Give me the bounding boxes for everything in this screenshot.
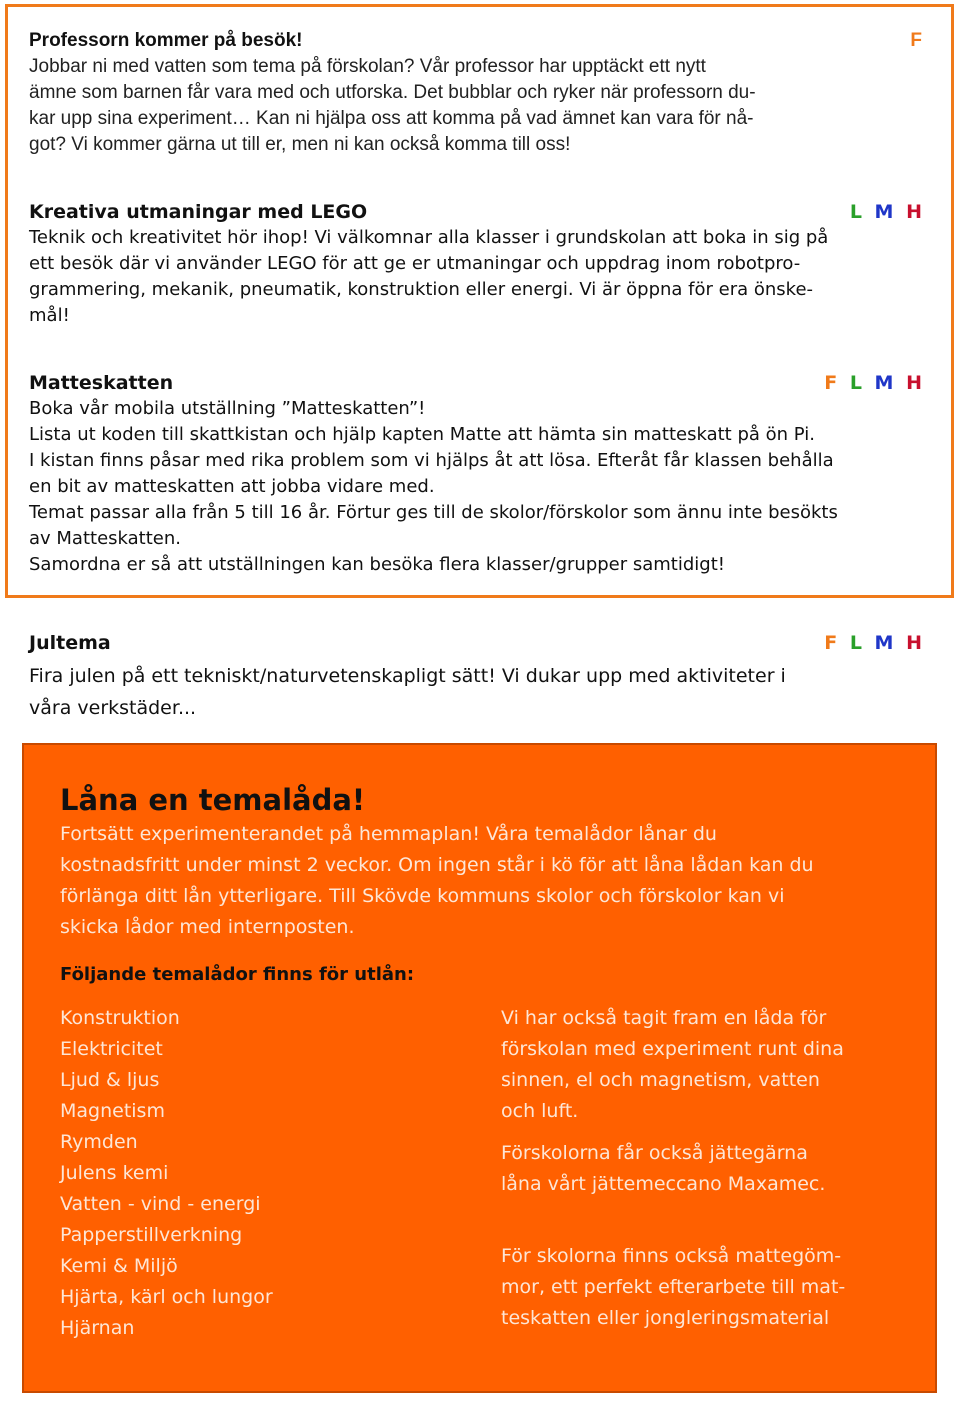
section-professorn bbox=[29, 30, 925, 158]
side-note-schools bbox=[501, 1241, 901, 1334]
level-m: M bbox=[874, 201, 897, 223]
section-title: Matteskatten bbox=[29, 372, 174, 394]
list-item: Magnetism bbox=[60, 1100, 165, 1122]
text-line: I kistan finns påsar med rika problem som vi hjälps åt att lösa. Efteråt får klassen behålla bbox=[29, 450, 834, 471]
text-line: Fira julen på ett tekniskt/naturvetenskapligt sätt! Vi dukar upp med aktiviteter i bbox=[29, 665, 786, 687]
text-line: got? Vi kommer gärna ut till er, men ni kan också komma till oss! bbox=[29, 134, 571, 155]
text-line: av Matteskatten. bbox=[29, 528, 181, 549]
level-tags bbox=[824, 632, 925, 654]
theme-box-list bbox=[60, 1003, 273, 1344]
side-note-preschool bbox=[501, 1003, 901, 1127]
text-line: Boka vår mobila utställning ”Matteskatten”! bbox=[29, 398, 426, 419]
list-item: Hjärta, kärl och lungor bbox=[60, 1286, 273, 1308]
level-tags bbox=[824, 372, 925, 394]
text-line: Lista ut koden till skattkistan och hjälp kapten Matte att hämta sin matteskatt på ön Pi. bbox=[29, 424, 815, 445]
list-item: Julens kemi bbox=[60, 1162, 169, 1184]
text-line: Samordna er så att utställningen kan besöka flera klasser/grupper samtidigt! bbox=[29, 554, 725, 575]
box-title: Låna en temalåda! bbox=[60, 783, 366, 817]
section-title: Professorn kommer på besök! bbox=[29, 30, 303, 51]
text-line: en bit av matteskatten att jobba vidare med. bbox=[29, 476, 435, 497]
level-f: F bbox=[824, 632, 841, 654]
text-line: skicka lådor med internposten. bbox=[60, 916, 355, 938]
level-h: H bbox=[906, 632, 925, 654]
level-tags bbox=[910, 30, 925, 52]
text-line: kostnadsfritt under minst 2 veckor. Om ingen står i kö för att låna lådan kan du bbox=[60, 854, 814, 876]
text-line: Fortsätt experimenterandet på hemmaplan! Våra temalådor lånar du bbox=[60, 823, 717, 845]
loan-box bbox=[22, 743, 937, 1393]
text-line: förlänga ditt lån ytterligare. Till Skövde kommuns skolor och förskolor kan vi bbox=[60, 885, 785, 907]
section-body bbox=[29, 54, 925, 158]
text-line: och luft. bbox=[501, 1100, 579, 1122]
text-line: grammering, mekanik, pneumatik, konstruktion eller energi. Vi är öppna för era önske- bbox=[29, 279, 814, 300]
box-intro bbox=[60, 819, 880, 943]
section-matteskatten bbox=[29, 372, 925, 578]
level-l: L bbox=[849, 201, 865, 223]
box-list-title: Följande temalådor finns för utlån: bbox=[60, 964, 415, 985]
level-l: L bbox=[849, 372, 865, 394]
section-jultema bbox=[29, 632, 925, 724]
text-line: mål! bbox=[29, 305, 70, 326]
text-line: låna vårt jättemeccano Maxamec. bbox=[501, 1173, 826, 1195]
text-line: ämne som barnen får vara med och utforska. Det bubblar och ryker när professorn du- bbox=[29, 82, 756, 103]
text-line: Teknik och kreativitet hör ihop! Vi välkomnar alla klasser i grundskolan att boka in sig på bbox=[29, 227, 829, 248]
list-item: Rymden bbox=[60, 1131, 138, 1153]
text-line: kar upp sina experiment… Kan ni hjälpa oss att komma på vad ämnet kan vara för nå- bbox=[29, 108, 754, 129]
text-line: teskatten eller jongleringsmaterial bbox=[501, 1307, 830, 1329]
section-body bbox=[29, 660, 925, 724]
text-line: förskolan med experiment runt dina bbox=[501, 1038, 844, 1060]
side-note-maxamec bbox=[501, 1138, 901, 1200]
list-item: Vatten - vind - energi bbox=[60, 1193, 261, 1215]
level-f: F bbox=[910, 30, 925, 51]
section-title: Jultema bbox=[29, 632, 111, 654]
level-h: H bbox=[906, 372, 925, 394]
level-m: M bbox=[874, 632, 897, 654]
level-h: H bbox=[906, 201, 925, 223]
text-line: Temat passar alla från 5 till 16 år. Förtur ges till de skolor/förskolor som ännu inte besökts bbox=[29, 502, 838, 523]
list-item: Papperstillverkning bbox=[60, 1224, 243, 1246]
text-line: mor, ett perfekt efterarbete till mat- bbox=[501, 1276, 846, 1298]
list-item: Ljud & ljus bbox=[60, 1069, 160, 1091]
text-line: sinnen, el och magnetism, vatten bbox=[501, 1069, 820, 1091]
section-body bbox=[29, 396, 925, 578]
level-f: F bbox=[824, 372, 841, 394]
level-l: L bbox=[849, 632, 865, 654]
list-item: Hjärnan bbox=[60, 1317, 135, 1339]
section-body bbox=[29, 225, 925, 329]
text-line: Jobbar ni med vatten som tema på förskolan? Vår professor har upptäckt ett nytt bbox=[29, 56, 706, 77]
text-line: ett besök där vi använder LEGO för att ge er utmaningar och uppdrag inom robotpro- bbox=[29, 253, 801, 274]
level-m: M bbox=[874, 372, 897, 394]
list-item: Konstruktion bbox=[60, 1007, 180, 1029]
section-lego bbox=[29, 201, 925, 329]
section-title: Kreativa utmaningar med LEGO bbox=[29, 201, 368, 223]
level-tags bbox=[850, 201, 925, 223]
text-line: Vi har också tagit fram en låda för bbox=[501, 1007, 827, 1029]
list-item: Kemi & Miljö bbox=[60, 1255, 178, 1277]
text-line: Förskolorna får också jättegärna bbox=[501, 1142, 808, 1164]
text-line: För skolorna finns också mattegöm- bbox=[501, 1245, 842, 1267]
text-line: våra verkstäder... bbox=[29, 697, 197, 719]
list-item: Elektricitet bbox=[60, 1038, 163, 1060]
